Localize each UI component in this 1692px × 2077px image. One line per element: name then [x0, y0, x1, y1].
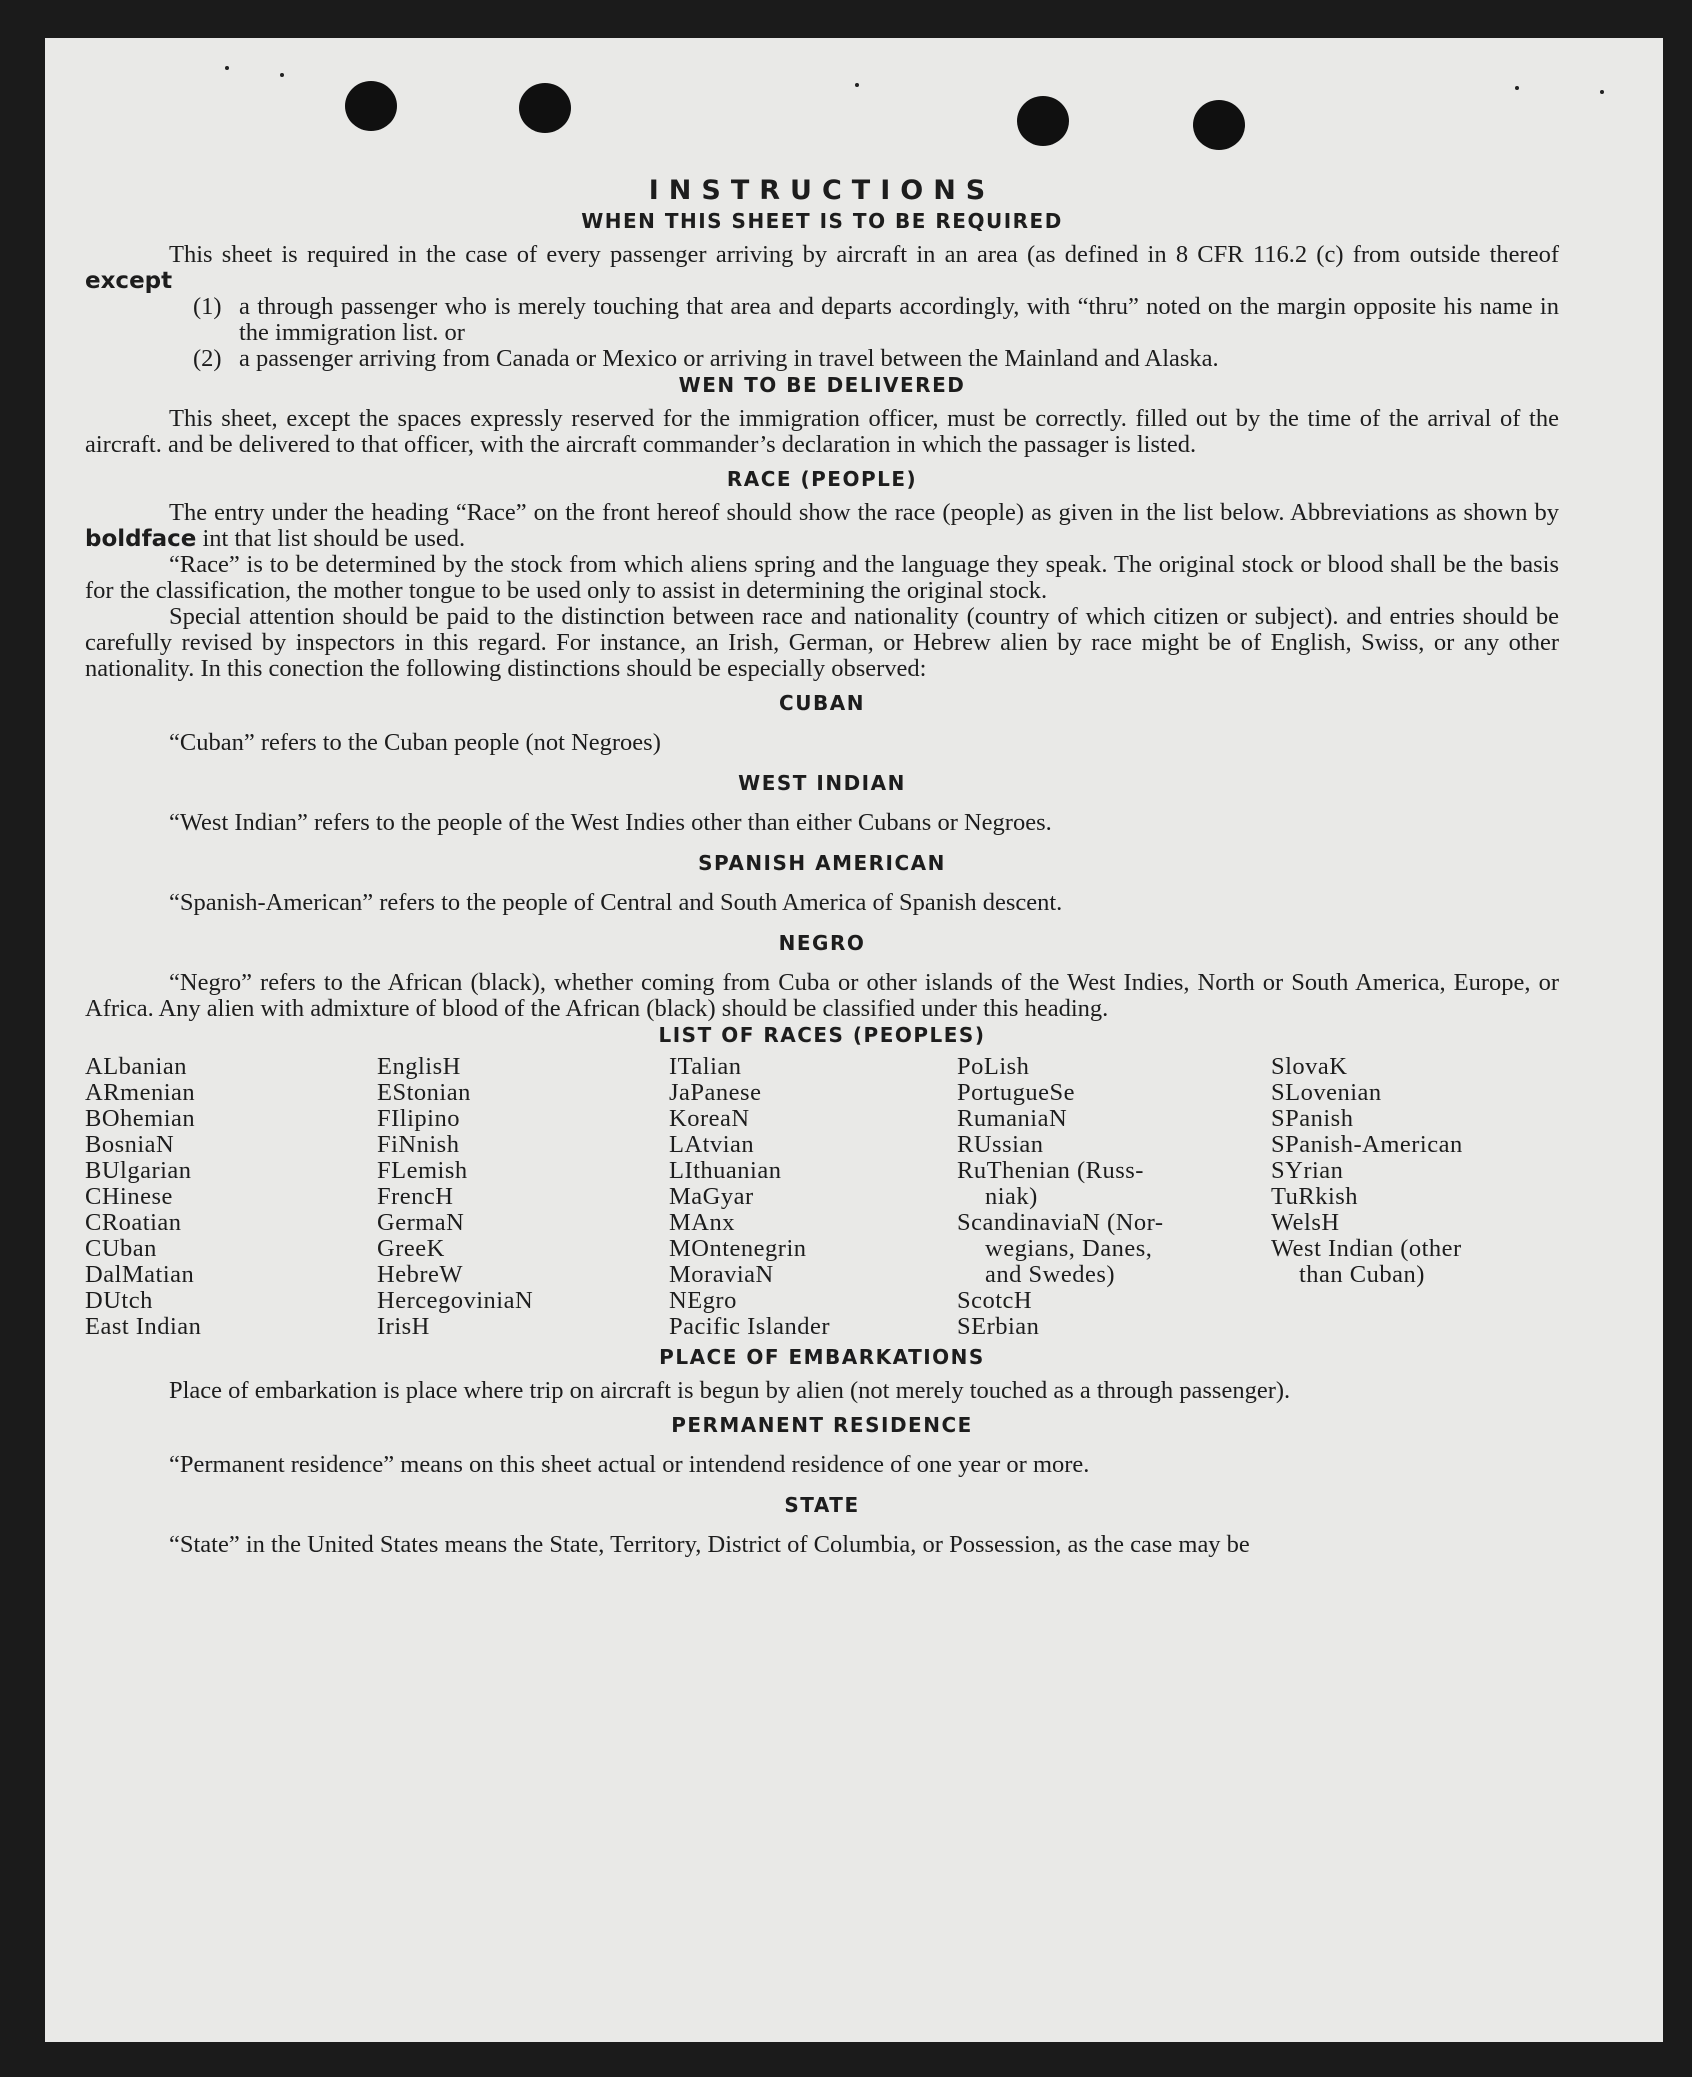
- race-item: HebreW: [377, 1261, 463, 1288]
- paragraph: This sheet, except the spaces expressly reserved for the immigration officer, must be correctly. filled out by the time of the arrival of the aircraft. and be delivered to that officer, with the aircraft commander’s declaration in which the passager is listed.: [85, 405, 1559, 458]
- race-item: MAnx: [669, 1209, 735, 1236]
- paragraph: “Race” is to be determined by the stock from which aliens spring and the language they speak. The original stock or blood shall be the basis for the classification, the mother tongue to be used only to assist in determining the original stock.: [85, 551, 1559, 604]
- race-item: PortugueSe: [957, 1079, 1075, 1106]
- paragraph: [85, 500, 1559, 552]
- race-item: SPanish: [1271, 1105, 1354, 1132]
- dust-speck: [1515, 86, 1519, 90]
- race-item: ScotcH: [957, 1287, 1033, 1314]
- paragraph-text: int that list should be used.: [202, 525, 466, 552]
- race-item: BUlgarian: [85, 1157, 192, 1184]
- emphasis-text: boldface: [85, 526, 197, 552]
- race-item: MOntenegrin: [669, 1235, 807, 1262]
- section-heading: PERMANENT RESIDENCE: [671, 1413, 973, 1437]
- list-item: [85, 346, 1559, 372]
- section-heading: RACE (PEOPLE): [726, 467, 918, 491]
- race-item: ARmenian: [85, 1079, 196, 1106]
- race-item: SErbian: [957, 1313, 1040, 1340]
- race-column: [669, 1054, 957, 1340]
- paragraph: Place of embarkation is place where trip on aircraft is begun by alien (not merely touched as a through passenger).: [169, 1377, 1291, 1404]
- race-item: BOhemian: [85, 1105, 196, 1132]
- race-item: JaPanese: [669, 1079, 762, 1106]
- race-item: niak): [985, 1183, 1038, 1210]
- race-item: Pacific Islander: [669, 1313, 831, 1340]
- paragraph: “Spanish-American” refers to the people of Central and South America of Spanish descent.: [169, 889, 1063, 916]
- section-heading: STATE: [784, 1493, 860, 1517]
- emphasis-text: except: [85, 268, 173, 294]
- page-content: [85, 175, 1559, 1558]
- race-item: SLovenian: [1271, 1079, 1382, 1106]
- section-heading: PLACE OF EMBARKATIONS: [659, 1345, 985, 1369]
- race-item: NEgro: [669, 1287, 737, 1314]
- race-column: [85, 1054, 377, 1340]
- race-item: KoreaN: [669, 1105, 750, 1132]
- race-item: PoLish: [957, 1053, 1030, 1080]
- dust-speck: [280, 73, 284, 77]
- section-heading: SPANISH AMERICAN: [698, 851, 946, 875]
- paragraph-text: This sheet is required in the case of every passenger arriving by aircraft in an area (as defined in 8 CFR 116.2 (c) from outside thereof: [169, 241, 1559, 268]
- race-item: CHinese: [85, 1183, 173, 1210]
- race-item: than Cuban): [1299, 1261, 1425, 1288]
- race-item: LIthuanian: [669, 1157, 782, 1184]
- race-item: ITalian: [669, 1053, 742, 1080]
- race-item: WelsH: [1271, 1209, 1340, 1236]
- race-item: FrencH: [377, 1183, 454, 1210]
- section-heading: CUBAN: [779, 691, 865, 715]
- race-item: ALbanian: [85, 1053, 187, 1080]
- race-item: TuRkish: [1271, 1183, 1359, 1210]
- race-item: DalMatian: [85, 1261, 195, 1288]
- item-number: (2): [193, 345, 222, 372]
- race-item: wegians, Danes,: [985, 1235, 1153, 1262]
- race-column: [1271, 1054, 1559, 1340]
- race-item: EStonian: [377, 1079, 471, 1106]
- race-item: CUban: [85, 1235, 157, 1262]
- section-heading: LIST OF RACES (PEOPLES): [658, 1023, 986, 1047]
- paragraph: [85, 242, 1559, 294]
- race-item: MoraviaN: [669, 1261, 774, 1288]
- race-item: CRoatian: [85, 1209, 182, 1236]
- race-item: RumaniaN: [957, 1105, 1068, 1132]
- section-heading: WEN TO BE DELIVERED: [678, 373, 966, 397]
- paragraph: “Cuban” refers to the Cuban people (not Negroes): [169, 729, 661, 756]
- race-item: SYrian: [1271, 1157, 1344, 1184]
- race-item: LAtvian: [669, 1131, 755, 1158]
- race-item: FLemish: [377, 1157, 468, 1184]
- race-item: EnglisH: [377, 1053, 461, 1080]
- item-number: (1): [193, 293, 222, 320]
- item-text: a through passenger who is merely touching that area and departs accordingly, with “thru” noted on the margin opposite his name in the immigration list. or: [239, 293, 1559, 346]
- race-item: SlovaK: [1271, 1053, 1348, 1080]
- paragraph: “Permanent residence” means on this sheet actual or intendend residence of one year or more.: [169, 1451, 1090, 1478]
- item-text: a passenger arriving from Canada or Mexico or arriving in travel between the Mainland and Alaska.: [239, 345, 1219, 372]
- dust-speck: [855, 83, 859, 87]
- race-item: FIlipino: [377, 1105, 460, 1132]
- paragraph: “Negro” refers to the African (black), whether coming from Cuba or other islands of the West Indies, North or South America, Europe, or Africa. Any alien with admixture of blood of the African (black) should be classified under this heading.: [85, 969, 1559, 1022]
- race-column: [957, 1054, 1271, 1340]
- paragraph-text: The entry under the heading “Race” on the front hereof should show the race (people) as given in the list below. Abbreviations as shown by: [169, 499, 1559, 526]
- race-item: MaGyar: [669, 1183, 754, 1210]
- race-item: and Swedes): [985, 1261, 1116, 1288]
- paragraph: “State” in the United States means the State, Territory, District of Columbia, or Possession, as the case may be: [169, 1531, 1250, 1558]
- race-column: [377, 1054, 669, 1340]
- race-item: BosniaN: [85, 1131, 175, 1158]
- page-title: INSTRUCTIONS: [648, 175, 996, 206]
- race-item: HercegoviniaN: [377, 1287, 534, 1314]
- race-item: DUtch: [85, 1287, 153, 1314]
- race-item: RuThenian (Russ-: [957, 1157, 1144, 1184]
- punch-hole: [519, 83, 571, 133]
- section-heading: WEST INDIAN: [738, 771, 906, 795]
- race-list: [85, 1054, 1559, 1340]
- dust-speck: [1600, 90, 1604, 94]
- race-item: ScandinaviaN (Nor-: [957, 1209, 1164, 1236]
- race-item: SPanish-American: [1271, 1131, 1463, 1158]
- race-item: FiNnish: [377, 1131, 460, 1158]
- paragraph: Special attention should be paid to the distinction between race and nationality (country of which citizen or subject). and entries should be carefully revised by inspectors in this regard. For instance, an Irish, German, or Hebrew alien by race might be of English, Swiss, or any other nationality. In this conection the following distinctions should be especially observed:: [85, 603, 1559, 682]
- race-item: IrisH: [377, 1313, 430, 1340]
- list-item: [85, 294, 1559, 346]
- punch-hole: [1193, 100, 1245, 150]
- dust-speck: [225, 66, 229, 70]
- race-item: West Indian (other: [1271, 1235, 1462, 1262]
- race-item: GreeK: [377, 1235, 445, 1262]
- race-item: East Indian: [85, 1313, 202, 1340]
- punch-hole: [1017, 96, 1069, 146]
- document-page: [45, 38, 1663, 2042]
- race-item: RUssian: [957, 1131, 1044, 1158]
- race-item: GermaN: [377, 1209, 465, 1236]
- section-heading: WHEN THIS SHEET IS TO BE REQUIRED: [581, 209, 1063, 233]
- punch-hole: [345, 81, 397, 131]
- paragraph: “West Indian” refers to the people of the West Indies other than either Cubans or Negroes.: [169, 809, 1052, 836]
- section-heading: NEGRO: [778, 931, 866, 955]
